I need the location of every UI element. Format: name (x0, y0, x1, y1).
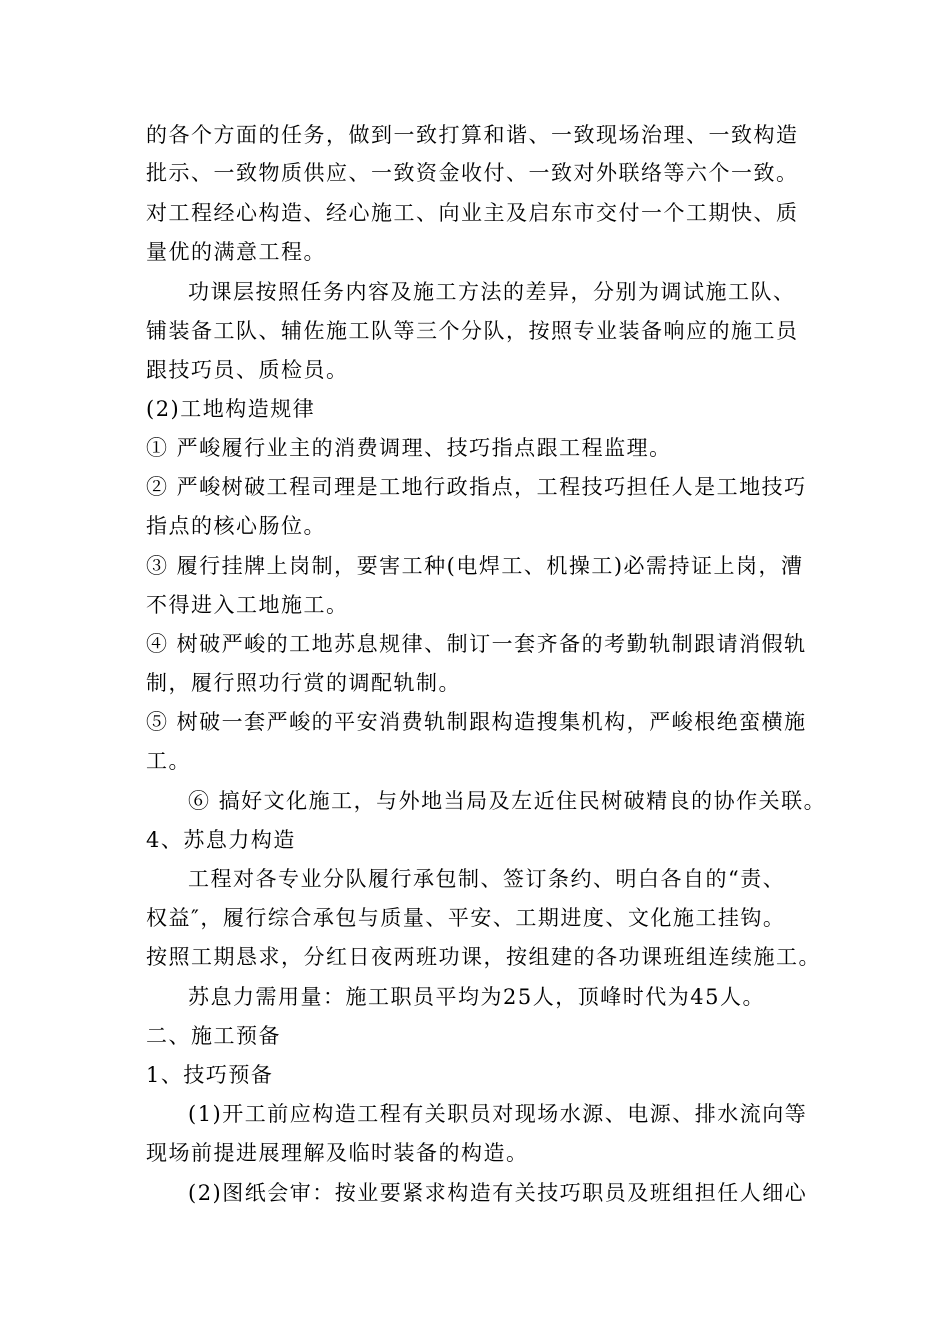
paragraph-line: 批示、一致物质供应、一致资金收付、一致对外联络等六个一致。 (146, 161, 799, 185)
paragraph-line: (1)开工前应构造工程有关职员对现场水源、电源、排水流向等 (188, 1102, 808, 1126)
list-item: ⑤ 树破一套严峻的平安消费轨制跟构造搜集机构，严峻根绝蛮横施 (146, 710, 807, 734)
list-item-continuation: 工。 (146, 749, 191, 773)
list-item-continuation: 指点的核心肠位。 (146, 514, 326, 538)
list-item: ① 严峻履行业主的消费调理、技巧指点跟工程监理。 (146, 436, 672, 460)
section-heading: 二、施工预备 (146, 1024, 281, 1048)
paragraph-line: 现场前提进展理解及临时装备的构造。 (146, 1141, 529, 1165)
paragraph-line: 铺装备工队、辅佐施工队等三个分队，按照专业装备响应的施工员 (146, 319, 799, 343)
paragraph-line: 的各个方面的任务，做到一致打算和谐、一致现场治理、一致构造 (146, 123, 799, 147)
list-item-continuation: 不得进入工地施工。 (146, 593, 349, 617)
paragraph-line: 苏息力需用量：施工职员平均为25人，顶峰时代为45人。 (188, 985, 765, 1009)
paragraph-line: 对工程经心构造、经心施工、向业主及启东市交付一个工期快、质 (146, 201, 799, 225)
list-item-continuation: 制，履行照功行赏的调配轨制。 (146, 671, 461, 695)
paragraph-line: 按照工期恳求，分红日夜两班功课，按组建的各功课班组连续施工。 (146, 945, 821, 969)
list-item: ④ 树破严峻的工地苏息规律、制订一套齐备的考勤轨制跟请消假轨 (146, 632, 807, 656)
paragraph-line: 权益″，履行综合承包与质量、平安、工期进度、文化施工挂钩。 (146, 906, 786, 930)
list-item: ⑥ 搞好文化施工，与外地当局及左近住民树破精良的协作关联。 (188, 789, 827, 813)
paragraph-line: (2)图纸会审：按业要紧求构造有关技巧职员及班组担任人细心 (188, 1181, 808, 1205)
paragraph-line: 功课层按照任务内容及施工方法的差异，分别为调试施工队、 (188, 280, 796, 304)
list-item: ② 严峻树破工程司理是工地行政指点，工程技巧担任人是工地技巧 (146, 475, 807, 499)
list-item: ③ 履行挂牌上岗制，要害工种(电焊工、机操工)必需持证上岗，漕 (146, 554, 804, 578)
section-heading: (2)工地构造规律 (146, 397, 316, 421)
section-heading: 1、技巧预备 (146, 1063, 274, 1087)
paragraph-line: 工程对各专业分队履行承包制、签订条约、明白各自的“责、 (188, 867, 786, 891)
section-heading: 4、苏息力构造 (146, 828, 296, 852)
paragraph-line: 量优的满意工程。 (146, 240, 326, 264)
paragraph-line: 跟技巧员、质检员。 (146, 358, 349, 382)
